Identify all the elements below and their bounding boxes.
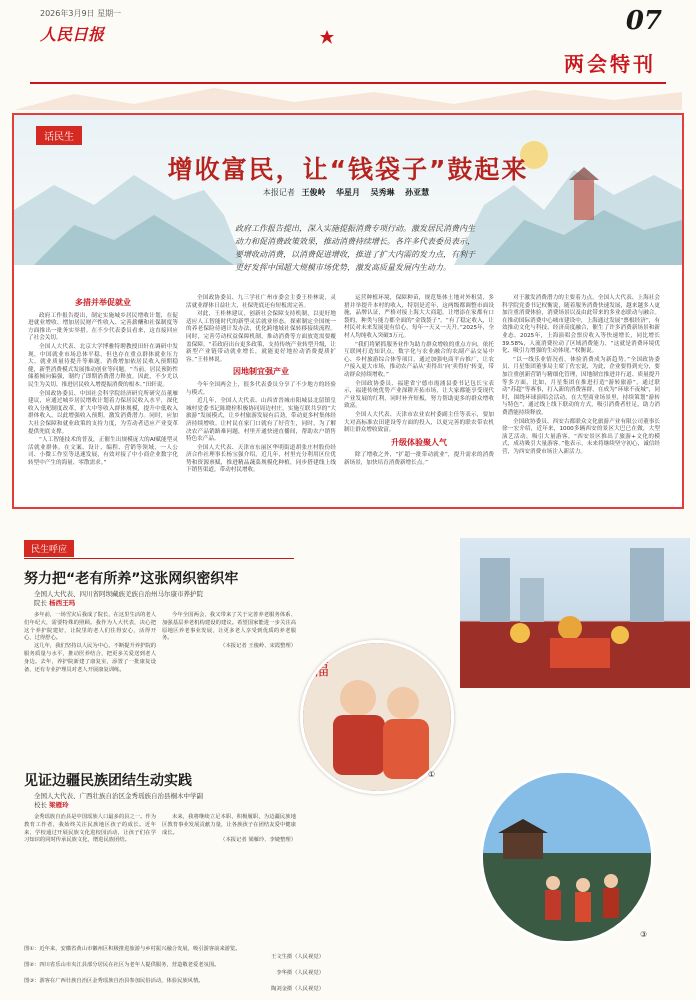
caption: 图①：近年来，安徽省黄山市徽州区积极推进旅游与乡村振兴融合发展，吸引游客前来游览。 王文生摄（人民视觉）: [24, 946, 324, 960]
photo-ethnic-dance: [480, 770, 654, 944]
story-column: [24, 814, 156, 845]
paragraph: 多年前，一场雪灾后我成了院长，在这里生活的老人们年纪大，需要特殊的照顾。我作为人大代表，决心把这个养护院建好，让院里的老人们住得安心，活得开心，过得舒心。: [24, 612, 156, 642]
caption-source: 王文生摄（人民视觉）: [271, 954, 324, 960]
section-tag: 民生呼应: [24, 540, 74, 557]
reporter-name: 王俊岭: [301, 188, 326, 197]
paragraph: 对此，王桂林建议，创新社会保障支持机制，以更好地适应人工智能时代的新型灵活就业形态。探索制定全国统一的养老保险待遇计发办法，优化跨地域社保转移接续流程。同时，完善劳动权益保障机制，推动消费等方面放宽需要覆盖保障。“若政府出台更多政策，支持传统产业转型升级，让新型产业链带动就业增长，就能更好地拉动消费提质扩容。”王桂林说。: [186, 311, 336, 363]
author-title: 院长: [34, 599, 47, 607]
issue-date: 2026年3月9日 星期一: [40, 9, 122, 18]
paragraph: 金秀瑶族自治县是中国瑶族人口最多的县之一。作为教育工作者，我始终关注民族地区孩子的成长。近年来，学校通过开展民族文化进校园活动，让孩子们在学习知识的同时传承民族文化，增进民族团结。: [24, 814, 156, 844]
caption-source: 陶刘金摄（人民视觉）: [271, 986, 324, 992]
caption-source: 李华摄（人民视觉）: [276, 970, 324, 976]
paragraph: 今年全国两会上，很多代表委员分享了不少地方的经验与模式。: [186, 381, 336, 396]
photo-number: ③: [640, 930, 648, 939]
reporter-name: 吴秀琳: [370, 188, 395, 197]
story-headline: 努力把“老有所养”这张网织密织牢: [24, 571, 239, 587]
article-column-3: [344, 295, 494, 468]
paragraph: 全国人大代表、天津市东丽区华明街道胡张庄村股份经济合作社理事长杨宝强介绍，近几年，村里充分利用区位优势和资源禀赋，推进精品蔬菜规模化种植，同步搭建线上线下销售渠道，带动村民增收。: [186, 444, 336, 474]
author-title: 校长: [34, 801, 47, 809]
paragraph: 全国政协委员、中国社会科学院经济研究所研究员董雁建议，应通过城乡居民增收计划着力保居民收入水平，深化收入分配制度改革，扩大中等收入群体规模，提升中低收入群体收入，以此增强收入预期，激发消费潜力。同时，应加大社会保障和就业政策的支持力度，为劳动者适应产业变革提供兜底支撑。: [28, 390, 178, 435]
star-emblem-icon: [320, 30, 334, 44]
lead-paragraph: 政府工作报告提出，深入实施提振消费专项行动。激发居民消费内生动力和促消费政策效果，推动消费持续增长。各许多代表委员表示，要增收动消费，以消费促进增收，推进了扩大内需的发力点，有利于更好发挥中国超大规模市场优势，激发高质量发展内生动力。: [235, 224, 475, 272]
story-column: [162, 814, 296, 845]
paragraph: “我们将紧抓服务业作为助力群众增收的重点方向，依托互联网打造知识点，数字化与农业融合的农副产品交易中心、乡村旅游综合体等项目，通过加强电商平台推广，让农户接入更大市场，推动农产品从‘卖得出’向‘卖得好’转变，带动群众持续增收。”: [344, 341, 494, 378]
photo-festival-lanterns: [460, 538, 690, 688]
reporter-name: 华星月: [336, 188, 360, 197]
paragraph: 全国政协委员、福建省宁德市霞浦县委书记包长宝表示，福建传统优势产业深耕开拓市场，让大家都能享受现代产业发展的红利，同时补齐短板，努力帮助更多的群众增收致富。: [344, 380, 494, 410]
caption: 图②：四川省乐山市夹江县部分居民在社区为老年人提供服务，营造敬老爱老氛围。 李华摄（人民视觉）: [24, 962, 324, 976]
headline: 增收富民，让“钱袋子”鼓起来: [167, 155, 529, 184]
photo-captions: [24, 945, 324, 993]
paragraph: 未来，我将继续立足本职，积极履职，为边疆民族地区教育事业发展贡献力量，让各族孩子在团结友爱中健康成长。: [162, 814, 296, 836]
article-column-4: [502, 295, 660, 457]
subheading: 多措并举促就业: [75, 298, 131, 307]
story-column: [24, 612, 156, 674]
author-name: 梁雁玲: [49, 801, 69, 809]
reporter-name: 孙亚慧: [405, 188, 430, 197]
article-column-1: [28, 295, 178, 468]
paragraph: 今年全国两会，我又带来了关于完善养老服务体系、加强基层养老机构建设的建议。希望国家能进一步关注高原地区养老事业发展，让更多老人享受到优质的养老服务。: [162, 612, 296, 642]
story-byline: （本报记者 梁雁玲、李婕整理）: [220, 837, 296, 844]
article-column-2: [186, 295, 336, 476]
story-column: [162, 612, 296, 651]
newspaper-logo: 人民日报: [40, 25, 105, 44]
byline: [0, 187, 696, 198]
paragraph: 政府工作报告提出，制定实施城乡居民增收计划，在促进就业增收、增加居民财产性收入、完善薪酬和社保制度等方面推出一批务实举措。在不少代表委员看来，这直接回应了社会关切。: [28, 312, 178, 342]
paragraph: 全国人大代表、天津市农业农村委副主任等表示，要加大对高标准农田建设等方面的投入，以更完善的联农带农机制让群众增收致富。: [344, 411, 494, 434]
story-headline: 见证边疆民族团结生动实践: [24, 773, 192, 789]
paragraph: 全国政协委员、九三学社广州市委会主委王桂林说，灵活就业群体日益壮大，社保兜底还有短板需完善。: [186, 295, 336, 309]
paragraph: 运营种植环境，保障种苗，规范集体土地对外租赁，多措并举提升本村的收入，特别是近年，这两级都调整市面设施，品牌认证，严格对接上海大大商超，让增添在家都有口袋的，种类与能力都全面的“金钱袋子”。“有了稳定收入，让村民对未来发展更有信心，每年一天又一天升。”2025年，全村人均纯收入突破3万元。: [344, 295, 494, 339]
paragraph: 全国人大代表、北京大学博雅特聘教授田轩在调研中发现，中国就业市场总体平稳，但也存在重点群体就业压力大、就业质量待提升等难题。消费增加依居民收入预期稳健，新型消费模式发展推动创业等问题。“当前，居民预防性储蓄倾向偏强，制约了即期消费潜力释放。因此，不少尤以民生为关切，推进居民收入增提振消费的根本。”田轩说。: [28, 343, 178, 388]
subheading: 升级体验聚人气: [391, 437, 447, 447]
subheading: 因地制宜强产业: [233, 367, 289, 377]
paragraph: 除了增收之外，“扩超一批带动就业”，提升需求的消费新场景，加快培育消费新增长点。”: [344, 452, 494, 466]
paragraph: 近几年，全国人大代表、山西省晋城市阳城县北留镇皇城村党委书记陈晓栓积极协同周边村庄，实施互联共享的“大旅游”发展模式，让乡村旅游发展有后劲，带动更多村集体经济持续增收。让村民在家门口就有了好营生，同时，为了解决农产品销路难问题，村里开通快递直播间，帮助农户销售特色农产品。: [186, 398, 336, 443]
caption: 图③：游客在广西壮族自治区金秀瑶族自治县参加民俗活动，体验民族风情。 陶刘金摄（人民视觉）: [24, 978, 324, 992]
paragraph: “人工智能技术的普及，正催生出规模庞大的AI赋能型灵活就业群体。在文案、设计、编程、营销等领域，一人公司、小微工作室等迅速发展，有效对接了中小商企业数字化转型中产生的海量、零散需求。”: [28, 437, 178, 466]
mountain-banner-decoration: [14, 84, 682, 110]
story-author: [34, 792, 304, 810]
author-line: 全国人大代表、广西壮族自治区金秀瑶族自治县桐木中学副: [34, 792, 203, 800]
story-author: [34, 590, 304, 608]
paragraph: 全国政协委员、西安古都联众文化旅游产业有限公司董事长徐一宏介绍，近年来，1000多辆西安的景区大巴已在做，大型演艺活动，吸引大量游客，“西安景区推出了旅游+文化的模式，成功吸引大量游客。”他表示，未来将继续坚守初心，诚信经营，为西安消费市场注入新活力。: [502, 418, 660, 455]
svg-text:福: 福: [313, 660, 330, 679]
byline-prefix: 本报记者: [262, 188, 295, 197]
paragraph: 对于激发消费潜力的主要着力点，全国人大代表、上海社会科学院党委书记权衡说，随着服务消费快速发展，越来越多人更加注重消费体验，消费场景以及由此带来的多业态联动与融合。在推动国际消费中心城市建设中，上海通过发展“票根经济”，有效推动文化与科技、经济高度融合，催生了许多消费新场景和新业态。2025年，上海演唱会票房收入等快速增长，同比增长39.58%，人流消费拉动了区域消费能力，“这就是消费环境优化、吸引力增强的生动体现。”权衡说。: [502, 295, 660, 355]
author-line: 全国人大代表、四川省阿坝藏族羌族自治州马尔康市养护院: [34, 590, 203, 598]
photo-number: ①: [428, 770, 436, 779]
story-byline: （本报记者 王俊岭、宋霞整理）: [220, 643, 296, 650]
author-name: 杨西王玛: [49, 599, 76, 607]
page-number: 07: [625, 6, 662, 36]
paragraph: 这几年，我们坚持以人民为中心，不断提升养护院的服务质量与水平，推动医养结合，把更多关爱送到老人身边。去年，养护院新建了康复室，添置了一批康复设备，还有专业护理员对老人开展康复训练。: [24, 643, 156, 673]
section-divider: [24, 558, 294, 559]
section-title: 两会特刊: [564, 52, 656, 76]
paragraph: “以一线乐业情况看，体验消费成为新趋势。”全国政协委员、月星集团董事局主席丁佐宏说，为此，企业要得到充分，要加注重创新营销与精细化管理，因地制宜推进并行道、质量提升等多方面，比如，月星集团在推进打造“游转旅游”，通过联动“苏超”等赛事，打入新的消费客群，在成为“环球不夜城”，同时，围绕环球演唱会活动，在大型商业场景里，持续策划“游转与特色”，通过线上线下联动的方式，吸引消费者驻足，助力消费潜能持续释放。: [502, 356, 660, 416]
column-tag: 话民生: [36, 126, 82, 145]
